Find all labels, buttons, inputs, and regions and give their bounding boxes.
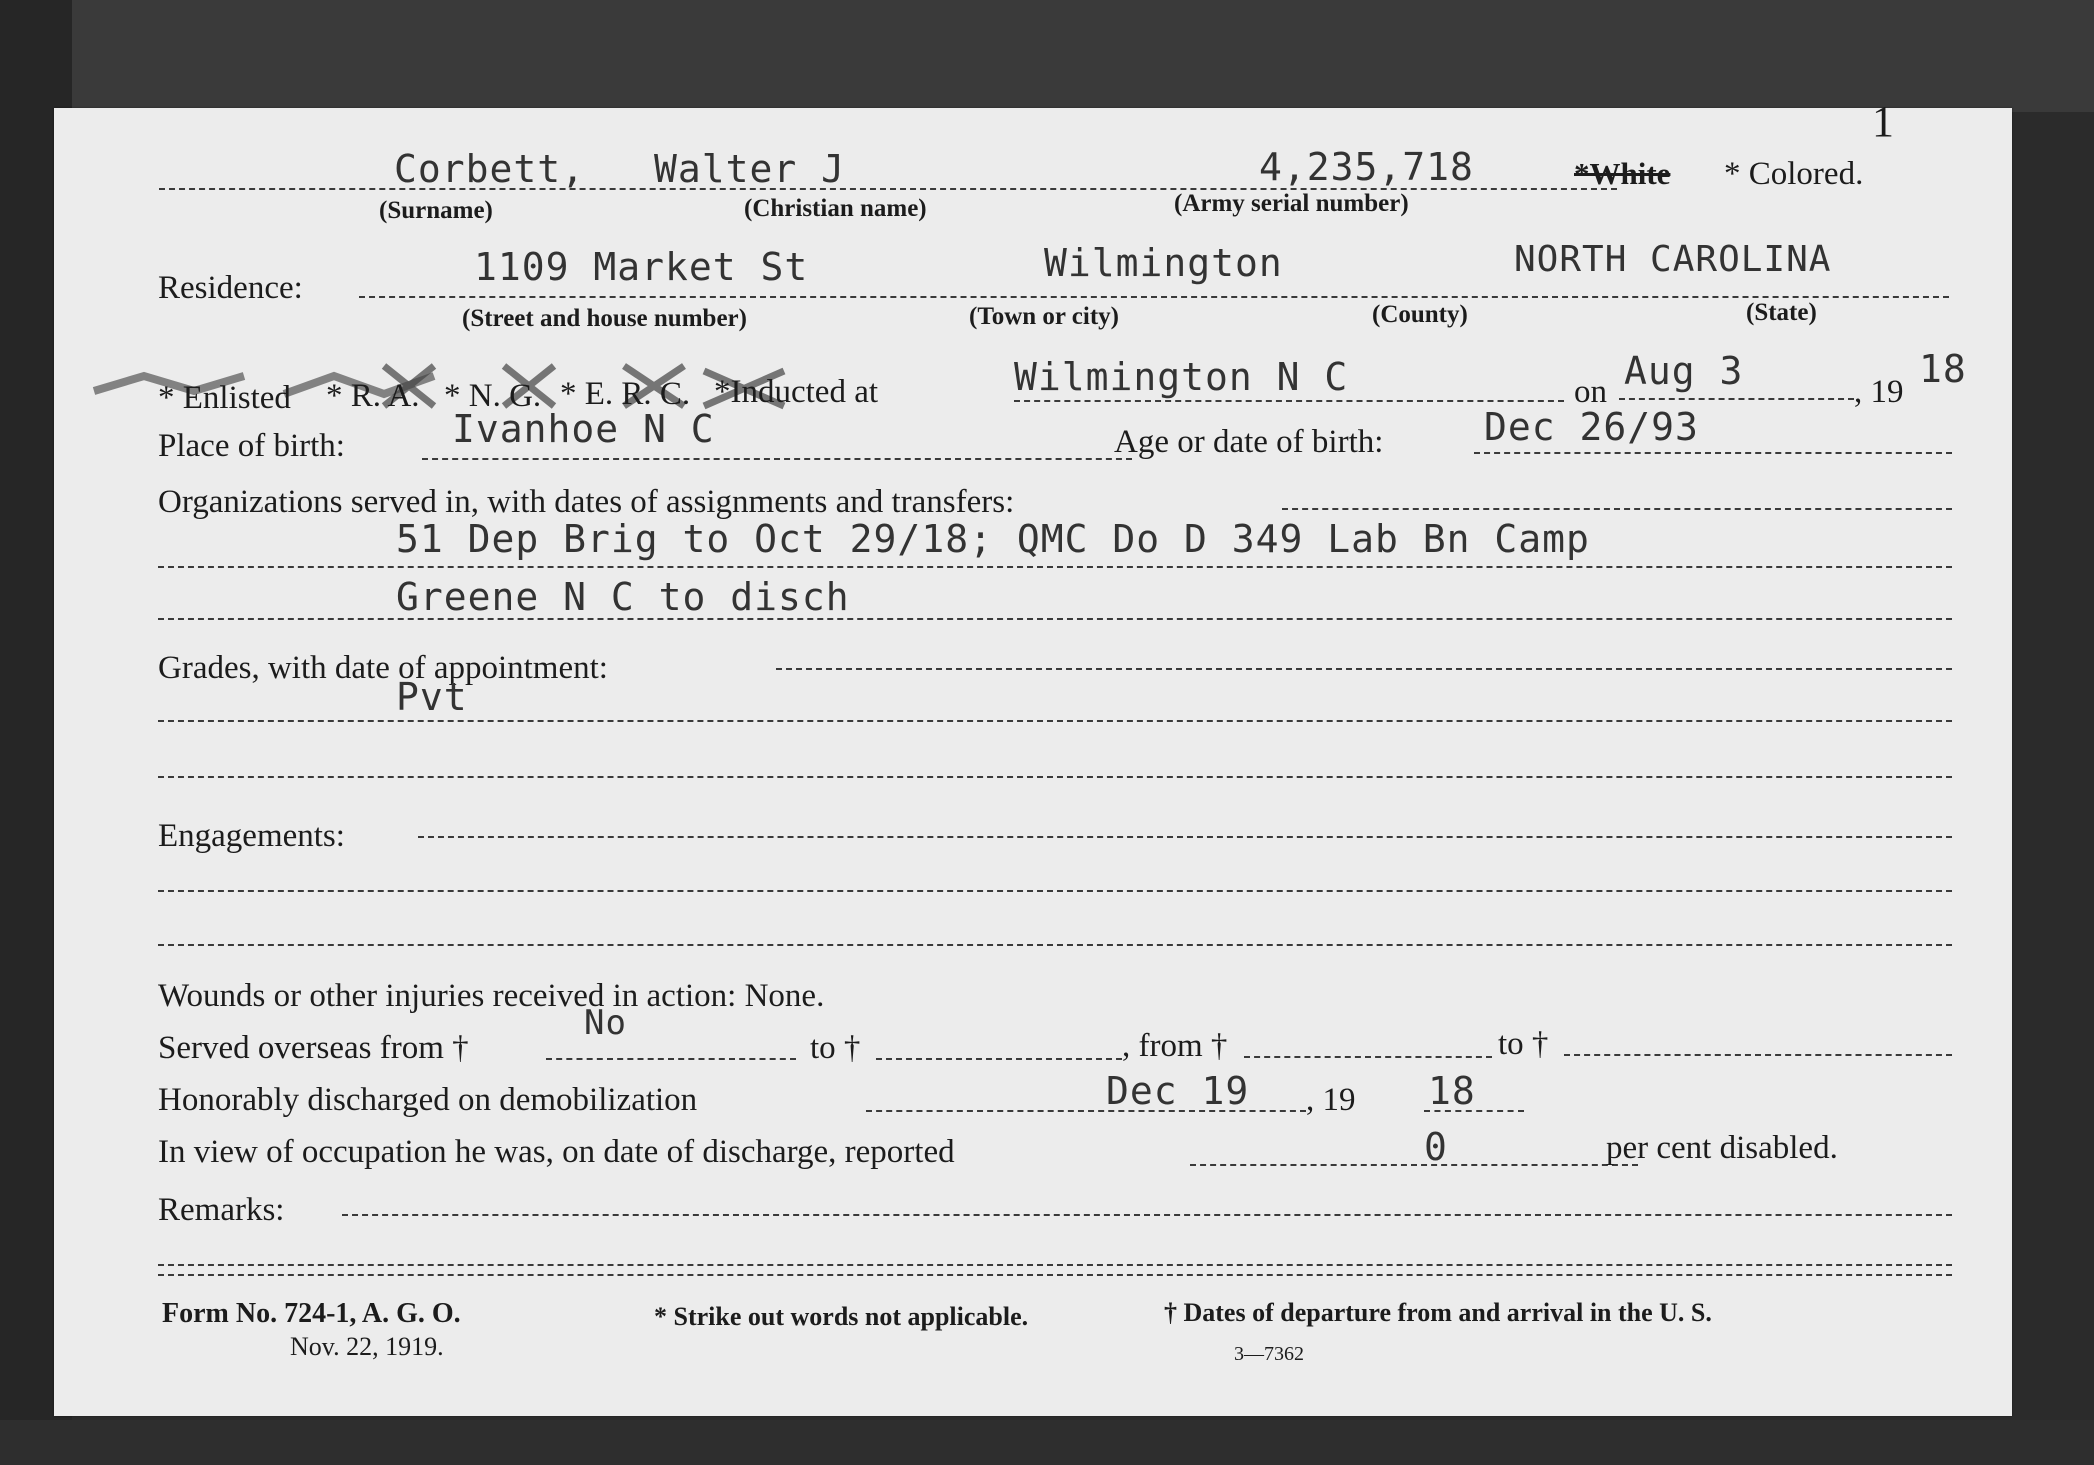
date-of-birth-value: Dec 26/93 [1484, 405, 1699, 449]
engagements-line-2 [158, 944, 1952, 946]
disability-value: 0 [1424, 1125, 1448, 1169]
serial-number-value: 4,235,718 [1259, 145, 1474, 189]
residence-label: Residence: [158, 270, 303, 306]
inducted-place-line [1014, 400, 1564, 402]
surname-value: Corbett, [394, 147, 586, 191]
discharge-date-value: Dec 19 [1106, 1069, 1250, 1113]
discharge-year-prefix: , 19 [1306, 1082, 1356, 1118]
organizations-line1-value: 51 Dep Brig to Oct 29/18; QMC Do D 349 Lab Bn Camp [396, 517, 1590, 561]
remarks-line-2 [158, 1274, 1952, 1276]
dates-note: † Dates of departure from and arrival in the U. S. [1164, 1298, 1712, 1327]
overseas-to-label: to † [810, 1030, 861, 1066]
inducted-year-prefix: , 19 [1854, 374, 1904, 410]
inducted-date-line [1619, 398, 1854, 400]
overseas-to2-label: to † [1498, 1026, 1549, 1062]
christian-name-value: Walter J [654, 147, 846, 191]
engagements-line-1 [158, 890, 1952, 892]
organizations-label: Organizations served in, with dates of assignments and transfers: [158, 484, 1015, 520]
grades-value: Pvt [396, 675, 468, 719]
served-overseas-value: No [584, 1003, 627, 1043]
county-caption: (County) [1372, 301, 1468, 328]
ra-label: * R. A. [326, 378, 420, 414]
card-number-mark: 1 [1872, 97, 1894, 146]
overseas-to-line [876, 1058, 1122, 1060]
organizations-line-2 [158, 618, 1952, 620]
disability-suffix: per cent disabled. [1606, 1130, 1838, 1166]
form-number: Form No. 724-1, A. G. O. [162, 1298, 461, 1329]
serial-number-caption: (Army serial number) [1174, 190, 1409, 217]
residence-street-value: 1109 Market St [474, 245, 809, 289]
residence-state-value: NORTH CAROLINA [1514, 239, 1832, 280]
organizations-line-1 [158, 566, 1952, 568]
wounds-label: Wounds or other injuries received in action: None. [158, 978, 825, 1014]
inducted-place-value: Wilmington N C [1014, 355, 1349, 399]
discharge-year-line [1424, 1110, 1524, 1112]
town-caption: (Town or city) [969, 303, 1119, 330]
age-or-date-of-birth-label: Age or date of birth: [1114, 424, 1384, 460]
form-date: Nov. 22, 1919. [290, 1332, 444, 1361]
remarks-line-0 [342, 1214, 1952, 1216]
overseas-from-line [546, 1058, 796, 1060]
state-caption: (State) [1746, 299, 1817, 326]
scanner-background-bottom [0, 1420, 2094, 1465]
engagements-line-0 [418, 836, 1952, 838]
discharge-year-value: 18 [1428, 1069, 1476, 1113]
on-label: on [1574, 374, 1607, 410]
erc-label: * E. R. C. [560, 376, 691, 412]
print-code: 3—7362 [1234, 1343, 1304, 1365]
disability-line [1190, 1164, 1638, 1166]
remarks-line-1 [158, 1264, 1952, 1266]
place-of-birth-label: Place of birth: [158, 428, 345, 464]
scanner-background-top [0, 0, 2094, 112]
overseas-to2-line [1564, 1054, 1952, 1056]
honorably-discharged-label: Honorably discharged on demobilization [158, 1082, 698, 1118]
overseas-from2-label: , from † [1122, 1028, 1228, 1064]
street-caption: (Street and house number) [462, 305, 747, 332]
grades-label: Grades, with date of appointment: [158, 650, 608, 686]
colored-label: * Colored. [1724, 156, 1864, 192]
surname-caption: (Surname) [379, 197, 493, 224]
disability-label: In view of occupation he was, on date of discharge, reported [158, 1134, 955, 1170]
grades-line-0 [776, 668, 1952, 670]
engagements-label: Engagements: [158, 818, 345, 854]
served-overseas-label: Served overseas from † [158, 1030, 469, 1066]
residence-town-value: Wilmington [1044, 241, 1283, 285]
residence-line [359, 296, 1949, 298]
christian-name-caption: (Christian name) [744, 195, 927, 222]
remarks-label: Remarks: [158, 1192, 285, 1228]
white-label: *White [1574, 156, 1671, 191]
overseas-from2-line [1244, 1056, 1492, 1058]
grades-line-1 [158, 720, 1952, 722]
place-of-birth-value: Ivanhoe N C [452, 407, 715, 451]
place-of-birth-line [422, 458, 1132, 460]
inducted-year-value: 18 [1919, 347, 1967, 391]
inducted-date-value: Aug 3 [1624, 349, 1744, 393]
inducted-at-label: *Inducted at [714, 374, 879, 410]
service-record-card [54, 97, 2012, 1416]
grades-line-2 [158, 776, 1952, 778]
date-of-birth-line [1474, 452, 1952, 454]
organizations-line2-value: Greene N C to disch [396, 575, 850, 619]
enlisted-label: * Enlisted [158, 380, 291, 416]
ng-label: * N. G. [444, 378, 542, 414]
organizations-line-0 [1282, 508, 1952, 510]
strike-out-note: * Strike out words not applicable. [654, 1302, 1029, 1331]
